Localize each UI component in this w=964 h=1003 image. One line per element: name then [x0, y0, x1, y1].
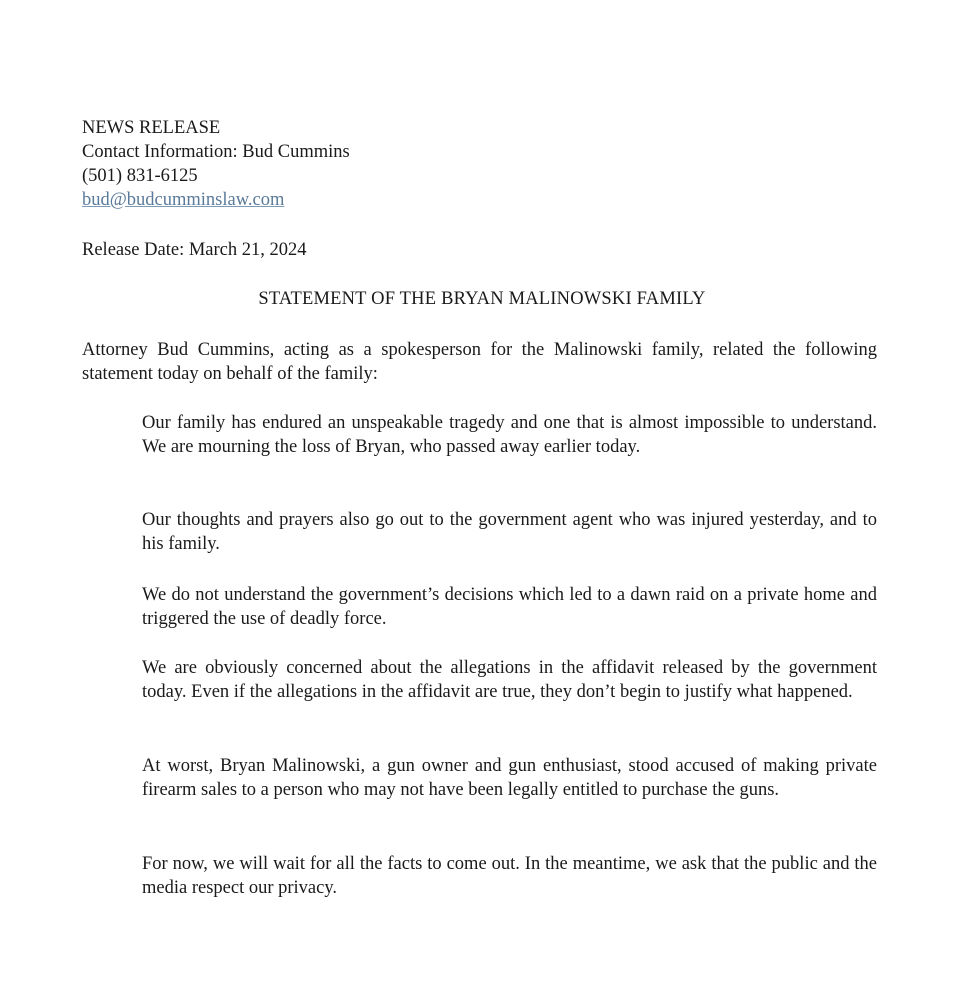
statement-paragraph: Our thoughts and prayers also go out to the government agent who was injured yesterday, and to his family.: [142, 510, 877, 554]
statement-paragraph: At worst, Bryan Malinowski, a gun owner and gun enthusiast, stood accused of making private firearm sales to a person who may not have been legally entitled to purchase the guns.: [142, 756, 877, 800]
statement-paragraph: Our family has endured an unspeakable tragedy and one that is almost impossible to understand. We are mourning the loss of Bryan, who passed away earlier today.: [142, 413, 877, 457]
contact-email-link[interactable]: bud@budcumminslaw.com: [82, 190, 285, 210]
contact-phone: (501) 831-6125: [82, 166, 198, 186]
intro-paragraph: Attorney Bud Cummins, acting as a spokesperson for the Malinowski family, related the following statement today on behalf of the family:: [82, 340, 877, 384]
statement-title: STATEMENT OF THE BRYAN MALINOWSKI FAMILY: [258, 289, 706, 309]
contact-name: Contact Information: Bud Cummins: [82, 142, 350, 162]
release-date: Release Date: March 21, 2024: [82, 240, 307, 260]
news-release-label: NEWS RELEASE: [82, 118, 221, 138]
statement-paragraph: For now, we will wait for all the facts to come out. In the meantime, we ask that the public and the media respect our privacy.: [142, 854, 877, 898]
contact-header: [82, 116, 350, 212]
statement-paragraph: We are obviously concerned about the allegations in the affidavit released by the government today. Even if the allegations in the affidavit are true, they don’t begin to justify what happened.: [142, 658, 877, 702]
statement-paragraph: We do not understand the government’s decisions which led to a dawn raid on a private home and triggered the use of deadly force.: [142, 585, 877, 629]
